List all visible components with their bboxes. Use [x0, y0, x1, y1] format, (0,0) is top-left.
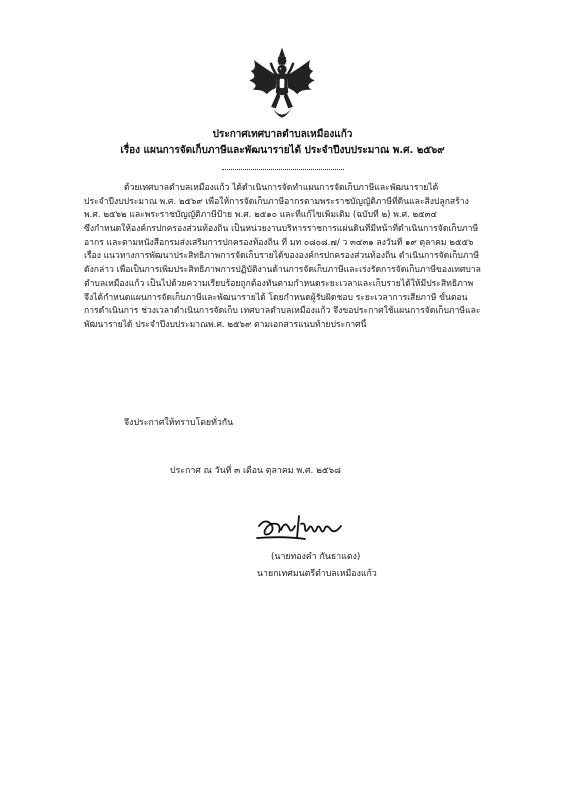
closing-statement: จึงประกาศให้ทราบโดยทั่วกัน [124, 418, 234, 428]
dotted-divider [222, 169, 344, 170]
body-line: อากร และตามหนังสือกรมส่งเสริมการปกครองท้องถิ่น ที่ มท ๐๘๐๘.๗/ ว ๓๔๓๑ ลงวันที่ ๑๙ ตุลาคม ๒๕๕๖ [84, 237, 474, 248]
body-line: ซึ่งกำหนดให้องค์กรปกครองส่วนท้องถิ่น เป็นหน่วยงานบริหารราชการแผ่นดินที่มีหน้าที่ดำเนินการจัดเก็บภาษี [84, 224, 479, 235]
body-line: พัฒนารายได้ ประจำปีงบประมาณพ.ศ. ๒๕๖๙ ตามเอกสารแนบท้ายประกาศนี้ [84, 319, 367, 330]
body-line: เรื่อง แนวทางการพัฒนาประสิทธิภาพการจัดเก็บรายได้ขององค์กรปกครองส่วนท้องถิ่น ดำเนินการจัดเก็บภาษี [84, 251, 479, 262]
announcement-subject: เรื่อง แผนการจัดเก็บภาษีและพัฒนารายได้ ประจำปีงบประมาณ พ.ศ. ๒๕๖๙ [120, 145, 445, 156]
body-line: ตำบลเหมืองแก้ว เป็นไปด้วยความเรียบร้อยถูกต้องทันตามกำหนดระยะเวลาและเก็บรายได้ให้มีประสิทธิภาพ [84, 278, 474, 289]
body-line: การดำเนินการ ช่วงเวลาดำเนินการจัดเก็บ เทศบาลตำบลเหมืองแก้ว จึงขอประกาศใช้แผนการจัดเก็บภาษีและ [84, 306, 481, 317]
handwritten-signature-icon [255, 512, 365, 542]
body-line: ด้วยเทศบาลตำบลเหมืองแก้ว ได้ดำเนินการจัดทำแผนการจัดเก็บภาษีและพัฒนารายได้ [124, 183, 439, 193]
body-line: ดังกล่าว เพื่อเป็นการเพิ่มประสิทธิภาพการปฏิบัติงานด้านการจัดเก็บภาษีและเร่งรัดการจัดเก็บภาษีของเทศบาล [84, 265, 481, 276]
announcement-title: ประกาศเทศบาลตำบลเหมืองแก้ว [212, 129, 353, 140]
announcement-date: ประกาศ ณ วันที่ ๓ เดือน ตุลาคม พ.ศ. ๒๕๖๘ [170, 466, 341, 476]
announcement-body [84, 182, 484, 333]
signer-position: นายกเทศมนตรีตำบลเหมืองแก้ว [257, 569, 377, 579]
body-line: พ.ศ. ๒๕๖๒ และพระราชบัญญัติภาษีป้าย พ.ศ. ๒๕๑๐ และที่แก้ไขเพิ่มเติม (ฉบับที่ ๒) พ.ศ. ๒๕๓๔ [84, 210, 438, 221]
garuda-emblem-icon [243, 46, 321, 124]
signer-name: (นายทองคำ กันธาแดง) [271, 552, 361, 562]
body-line: จึงได้กำหนดแผนการจัดเก็บภาษีและพัฒนารายได้ โดยกำหนดผู้รับผิดชอบ ระยะเวลาการเสียภาษี ขั้นตอน [84, 292, 468, 303]
title-block [0, 127, 565, 159]
body-line: ประจำปีงบประมาณ พ.ศ. ๒๕๖๙ เพื่อให้การจัดเก็บภาษีอากรตามพระราชบัญญัติภาษีที่ดินและสิ่งปลูกสร้าง [84, 196, 469, 207]
